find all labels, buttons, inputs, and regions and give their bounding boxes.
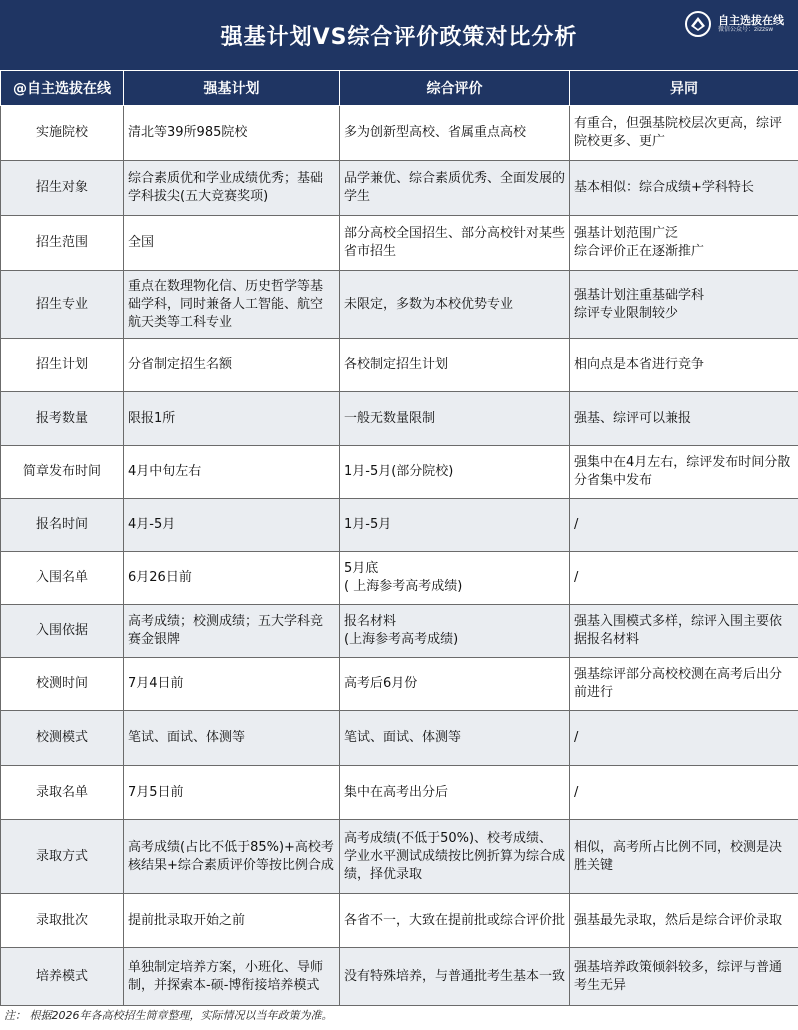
qiangji-cell: 7月5日前 [124,766,340,820]
table-row [1,446,798,499]
row-label: 招生对象 [1,161,124,216]
row-label: 招生计划 [1,339,124,392]
comparison-cell: 有重合，但强基院校层次更高，综评院校更多、更广 [570,106,798,161]
zonghe-cell: 未限定，多数为本校优势专业 [340,271,570,339]
zonghe-cell: 1月-5月 [340,499,570,552]
table-row [1,766,798,820]
comparison-cell: 强基计划注重基础学科 综评专业限制较少 [570,271,798,339]
table-row [1,605,798,658]
table-row [1,106,798,161]
comparison-cell: 强基、综评可以兼报 [570,392,798,446]
zonghe-cell: 高考后6月份 [340,658,570,711]
comparison-cell: 强基培养政策倾斜较多，综评与普通考生无异 [570,948,798,1006]
row-label: 录取名单 [1,766,124,820]
zonghe-cell: 高考成绩(不低于50%)、校考成绩、学业水平测试成绩按比例折算为综合成绩，择优录取 [340,820,570,894]
comparison-cell: 相向点是本省进行竞争 [570,339,798,392]
qiangji-cell: 重点在数理物化信、历史哲学等基础学科，同时兼备人工智能、航空航天类等工科专业 [124,271,340,339]
table-row [1,552,798,605]
comparison-cell: / [570,499,798,552]
table-row [1,658,798,711]
comparison-cell: / [570,552,798,605]
comparison-cell: 基本相似：综合成绩+学科特长 [570,161,798,216]
qiangji-cell: 限报1所 [124,392,340,446]
logo-subtitle: 微信公众号：zizzsw [718,25,774,33]
row-label: 招生范围 [1,216,124,271]
comparison-cell: 强基计划范围广泛 综合评价正在逐渐推广 [570,216,798,271]
comparison-cell: 强集中在4月左右，综评发布时间分散分省集中发布 [570,446,798,499]
logo [684,10,784,38]
title-bar [0,0,798,70]
table-row [1,820,798,894]
qiangji-cell: 分省制定招生名额 [124,339,340,392]
table-row [1,161,798,216]
qiangji-cell: 提前批录取开始之前 [124,894,340,948]
qiangji-cell: 高考成绩(占比不低于85%)+高校考核结果+综合素质评价等按比例合成 [124,820,340,894]
column-header: 综合评价 [340,71,570,106]
qiangji-cell: 清北等39所985院校 [124,106,340,161]
table-row [1,339,798,392]
comparison-cell: 强基最先录取，然后是综合评价录取 [570,894,798,948]
row-label: 报名时间 [1,499,124,552]
comparison-cell: 相似，高考所占比例不同，校测是决胜关键 [570,820,798,894]
table-row [1,711,798,766]
qiangji-cell: 综合素质优和学业成绩优秀；基础学科拔尖(五大竞赛奖项) [124,161,340,216]
zonghe-cell: 部分高校全国招生、部分高校针对某些省市招生 [340,216,570,271]
qiangji-cell: 高考成绩；校测成绩；五大学科竞赛金银牌 [124,605,340,658]
zonghe-cell: 笔试、面试、体测等 [340,711,570,766]
comparison-cell: 强基综评部分高校校测在高考后出分前进行 [570,658,798,711]
comparison-table [0,70,798,1006]
column-header: 异同 [570,71,798,106]
row-label: 校测模式 [1,711,124,766]
qiangji-cell: 全国 [124,216,340,271]
zonghe-cell: 5月底 ( 上海参考高考成绩) [340,552,570,605]
qiangji-cell: 4月中旬左右 [124,446,340,499]
zonghe-cell: 集中在高考出分后 [340,766,570,820]
zonghe-cell: 没有特殊培养，与普通批考生基本一致 [340,948,570,1006]
row-label: 入围名单 [1,552,124,605]
qiangji-cell: 4月-5月 [124,499,340,552]
row-label: 招生专业 [1,271,124,339]
qiangji-cell: 6月26日前 [124,552,340,605]
table-header-row [1,71,798,106]
row-label: 培养模式 [1,948,124,1006]
row-label: 简章发布时间 [1,446,124,499]
page-title: 强基计划VS综合评价政策对比分析 [220,24,578,50]
zonghe-cell: 各校制定招生计划 [340,339,570,392]
comparison-cell: / [570,711,798,766]
zonghe-cell: 一般无数量限制 [340,392,570,446]
row-label: 录取批次 [1,894,124,948]
row-label: 报考数量 [1,392,124,446]
row-label: 实施院校 [1,106,124,161]
row-label: 录取方式 [1,820,124,894]
zonghe-cell: 1月-5月(部分院校) [340,446,570,499]
logo-icon [684,10,712,38]
qiangji-cell: 单独制定培养方案，小班化、导师制，并探索本-硕-博衔接培养模式 [124,948,340,1006]
comparison-cell: / [570,766,798,820]
zonghe-cell: 报名材料 (上海参考高考成绩) [340,605,570,658]
zonghe-cell: 各省不一，大致在提前批或综合评价批 [340,894,570,948]
footnote: 注： 根据2026年各高校招生简章整理，实际情况以当年政策为准。 [4,1009,333,1022]
qiangji-cell: 笔试、面试、体测等 [124,711,340,766]
table-row [1,392,798,446]
table-row [1,499,798,552]
qiangji-cell: 7月4日前 [124,658,340,711]
column-header: 强基计划 [124,71,340,106]
column-header: @自主选拔在线 [1,71,124,106]
table-row [1,271,798,339]
logo-name: 自主选拔在线 [718,13,784,27]
row-label: 入围依据 [1,605,124,658]
row-label: 校测时间 [1,658,124,711]
zonghe-cell: 品学兼优、综合素质优秀、全面发展的学生 [340,161,570,216]
table-row [1,948,798,1006]
table-row [1,894,798,948]
table-row [1,216,798,271]
zonghe-cell: 多为创新型高校、省属重点高校 [340,106,570,161]
comparison-cell: 强基入围模式多样，综评入围主要依据报名材料 [570,605,798,658]
